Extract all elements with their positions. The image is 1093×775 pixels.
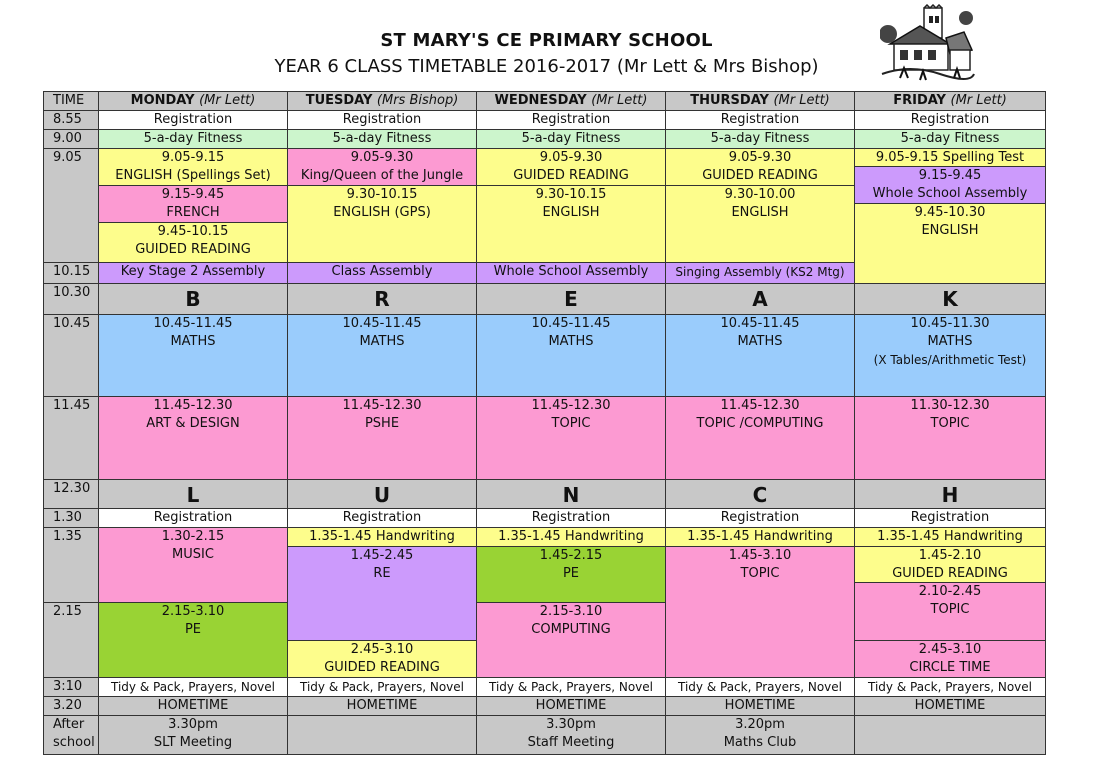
cell-line: HOMETIME [724, 698, 796, 713]
cell-line: Singing Assembly (KS2 Mtg) [675, 265, 845, 279]
lesson-cell [854, 166, 1046, 204]
cell-line: 9.05-9.15 [161, 150, 225, 165]
lesson-cell [287, 508, 477, 528]
cell-line: King/Queen of the Jungle [300, 168, 464, 183]
cell-line: SLT Meeting [153, 735, 233, 750]
cell-line: A [752, 287, 768, 311]
cell-line: 3.20pm [735, 717, 785, 732]
lesson-cell [98, 527, 288, 603]
cell-line: HOMETIME [346, 698, 418, 713]
lesson-cell [854, 479, 1046, 509]
cell-line: 1.35-1.45 Handwriting [498, 529, 644, 544]
lesson-cell [98, 677, 288, 697]
cell-line: 3.30pm [546, 717, 596, 732]
cell-line: U [373, 483, 391, 507]
lesson-cell [665, 508, 855, 528]
lesson-cell [854, 283, 1046, 315]
lesson-cell [665, 715, 855, 755]
cell-line: TOPIC /COMPUTING [696, 416, 824, 431]
time-cell [43, 677, 99, 697]
cell-line: RE [373, 566, 391, 581]
cell-line: ENGLISH (Spellings Set) [115, 168, 271, 183]
cell-line: 9.05-9.30 [539, 150, 603, 165]
cell-line: 3.20 [53, 698, 82, 713]
lesson-cell [98, 602, 288, 678]
cell-line: 3.30pm [168, 717, 218, 732]
lesson-cell [854, 129, 1046, 149]
lesson-cell [665, 696, 855, 716]
lesson-cell [854, 396, 1046, 480]
cell-line: TIME [53, 93, 85, 108]
lesson-cell [98, 148, 288, 186]
cell-line: L [186, 483, 200, 507]
cell-line: 5-a-day Fitness [521, 131, 621, 146]
cell-line: 1.45-2.45 [350, 548, 414, 563]
cell-line: 10.45-11.45 [531, 316, 611, 331]
cell-line: Registration [720, 112, 800, 127]
time-cell [43, 602, 99, 678]
lesson-cell [287, 396, 477, 480]
lesson-cell [476, 546, 666, 603]
cell-line: ENGLISH [731, 205, 789, 220]
lesson-cell [287, 314, 477, 397]
lesson-cell [98, 185, 288, 223]
cell-line: FRENCH [166, 205, 220, 220]
time-cell [43, 314, 99, 397]
day-header [287, 91, 477, 111]
cell-line: 1.35-1.45 Handwriting [309, 529, 455, 544]
cell-line: 10.45 [53, 316, 91, 331]
cell-line: ART & DESIGN [146, 416, 240, 431]
cell-line: 1.45-2.10 [918, 548, 982, 563]
cell-line: PSHE [364, 416, 400, 431]
lesson-cell [665, 110, 855, 130]
lesson-cell [98, 696, 288, 716]
lesson-cell [665, 129, 855, 149]
cell-line: WEDNESDAY (Mr Lett) [494, 93, 648, 108]
cell-line: TOPIC [551, 416, 591, 431]
cell-line: HOMETIME [535, 698, 607, 713]
cell-line: Tidy & Pack, Prayers, Novel [111, 680, 275, 694]
lesson-cell [287, 546, 477, 641]
cell-line: 11.30-12.30 [910, 398, 990, 413]
cell-line: Registration [153, 112, 233, 127]
lesson-cell [476, 602, 666, 678]
cell-line: 10.15 [53, 264, 91, 279]
cell-line: 2.15-3.10 [161, 604, 225, 619]
cell-line: Registration [910, 510, 990, 525]
cell-line: 2.15-3.10 [539, 604, 603, 619]
cell-line: school [53, 735, 95, 750]
cell-line: MUSIC [172, 547, 214, 562]
lesson-cell [287, 677, 477, 697]
lesson-cell [476, 715, 666, 755]
cell-line: GUIDED READING [324, 660, 440, 675]
time-cell [43, 148, 99, 263]
time-cell [43, 262, 99, 284]
lesson-cell [287, 148, 477, 186]
cell-line: TOPIC [930, 416, 970, 431]
lesson-cell [854, 314, 1046, 397]
school-building-logo [880, 4, 976, 88]
cell-line: 10.45-11.30 [910, 316, 990, 331]
cell-line: 9.45-10.15 [157, 224, 229, 239]
cell-line: COMPUTING [531, 622, 611, 637]
lesson-cell [476, 508, 666, 528]
cell-line: 10.45-11.45 [720, 316, 800, 331]
cell-line: PE [184, 622, 202, 637]
cell-line: HOMETIME [914, 698, 986, 713]
lesson-cell [287, 129, 477, 149]
cell-line: MATHS [548, 334, 594, 349]
cell-line: 2.45-3.10 [918, 642, 982, 657]
cell-line: 2.45-3.10 [350, 642, 414, 657]
time-cell [43, 110, 99, 130]
lesson-cell [665, 677, 855, 697]
timetable-grid [43, 91, 1045, 749]
day-header [98, 91, 288, 111]
lesson-cell [854, 715, 1046, 755]
time-cell [43, 715, 99, 755]
time-cell [43, 283, 99, 315]
cell-line: Whole School Assembly [493, 264, 649, 279]
cell-line: GUIDED READING [702, 168, 818, 183]
cell-line: Tidy & Pack, Prayers, Novel [868, 680, 1032, 694]
time-cell [43, 527, 99, 603]
time-cell [43, 396, 99, 480]
cell-line: TUESDAY (Mrs Bishop) [305, 93, 459, 108]
cell-line: 10.45-11.45 [153, 316, 233, 331]
cell-line: 8.55 [53, 112, 82, 127]
cell-line: 1.45-3.10 [728, 548, 792, 563]
lesson-cell [476, 129, 666, 149]
lesson-cell [98, 508, 288, 528]
cell-line: 9.45-10.30 [914, 205, 986, 220]
lesson-cell [476, 185, 666, 263]
cell-line: 9.05-9.30 [728, 150, 792, 165]
lesson-cell [665, 314, 855, 397]
lesson-cell [665, 546, 855, 678]
cell-line: MATHS [359, 334, 405, 349]
lesson-cell [476, 314, 666, 397]
cell-line: R [374, 287, 390, 311]
cell-line: 11.45-12.30 [153, 398, 233, 413]
cell-line: 9.05 [53, 150, 82, 165]
time-cell [43, 91, 99, 111]
cell-line: Registration [531, 510, 611, 525]
cell-line: Class Assembly [331, 264, 433, 279]
cell-line: 9.05-9.15 Spelling Test [875, 150, 1025, 165]
lesson-cell [98, 396, 288, 480]
lesson-cell [287, 479, 477, 509]
lesson-cell [665, 148, 855, 186]
cell-line: 11.45-12.30 [720, 398, 800, 413]
time-cell [43, 479, 99, 509]
cell-line: Tidy & Pack, Prayers, Novel [300, 680, 464, 694]
lesson-cell [287, 185, 477, 263]
lesson-cell [854, 203, 1046, 284]
cell-line: (X Tables/Arithmetic Test) [873, 353, 1027, 367]
cell-line: 11.45-12.30 [531, 398, 611, 413]
cell-line: 2.15 [53, 604, 82, 619]
day-header [476, 91, 666, 111]
cell-line: 9.30-10.00 [724, 187, 796, 202]
lesson-cell [665, 262, 855, 284]
lesson-cell [665, 527, 855, 547]
cell-line: C [752, 483, 768, 507]
cell-line: 2.10-2.45 [918, 584, 982, 599]
cell-line: 1.30-2.15 [161, 529, 225, 544]
lesson-cell [854, 696, 1046, 716]
cell-line: 1.35 [53, 529, 82, 544]
lesson-cell [287, 715, 477, 755]
cell-line: 1.45-2.15 [539, 548, 603, 563]
lesson-cell [98, 283, 288, 315]
lesson-cell [476, 479, 666, 509]
lesson-cell [665, 479, 855, 509]
lesson-cell [98, 222, 288, 263]
lesson-cell [287, 110, 477, 130]
cell-line: Tidy & Pack, Prayers, Novel [489, 680, 653, 694]
lesson-cell [476, 283, 666, 315]
cell-line: MATHS [927, 334, 973, 349]
cell-line: 10.45-11.45 [342, 316, 422, 331]
cell-line: MATHS [170, 334, 216, 349]
cell-line: Key Stage 2 Assembly [120, 264, 266, 279]
cell-line: Registration [153, 510, 233, 525]
lesson-cell [287, 527, 477, 547]
cell-line: 1.35-1.45 Handwriting [687, 529, 833, 544]
cell-line: CIRCLE TIME [909, 660, 991, 675]
lesson-cell [476, 527, 666, 547]
cell-line: 5-a-day Fitness [332, 131, 432, 146]
lesson-cell [476, 262, 666, 284]
cell-line: N [562, 483, 580, 507]
cell-line: TOPIC [740, 566, 780, 581]
cell-line: 5-a-day Fitness [710, 131, 810, 146]
lesson-cell [854, 582, 1046, 641]
cell-line: 11.45-12.30 [342, 398, 422, 413]
lesson-cell [287, 262, 477, 284]
cell-line: 5-a-day Fitness [143, 131, 243, 146]
cell-line: ENGLISH (GPS) [333, 205, 431, 220]
cell-line: ENGLISH [921, 223, 979, 238]
lesson-cell [98, 110, 288, 130]
cell-line: 12.30 [53, 481, 91, 496]
cell-line: After [53, 717, 85, 732]
timetable-title: YEAR 6 CLASS TIMETABLE 2016-2017 (Mr Lett & Mrs Bishop) [274, 56, 819, 77]
cell-line: 9.30-10.15 [535, 187, 607, 202]
cell-line: MATHS [737, 334, 783, 349]
lesson-cell [854, 546, 1046, 583]
cell-line: Registration [342, 112, 422, 127]
cell-line: E [564, 287, 578, 311]
cell-line: 9.00 [53, 131, 82, 146]
cell-line: FRIDAY (Mr Lett) [893, 93, 1007, 108]
day-header [665, 91, 855, 111]
lesson-cell [287, 640, 477, 678]
cell-line: Registration [342, 510, 422, 525]
lesson-cell [98, 262, 288, 284]
time-cell [43, 129, 99, 149]
cell-line: GUIDED READING [135, 242, 251, 257]
cell-line: 3:10 [53, 679, 83, 694]
lesson-cell [854, 110, 1046, 130]
cell-line: Maths Club [723, 735, 797, 750]
cell-line: Whole School Assembly [872, 186, 1028, 201]
lesson-cell [476, 110, 666, 130]
cell-line: GUIDED READING [513, 168, 629, 183]
cell-line: 9.15-9.45 [918, 168, 982, 183]
cell-line: TOPIC [930, 602, 970, 617]
cell-line: 9.15-9.45 [161, 187, 225, 202]
cell-line: 10.30 [53, 285, 91, 300]
lesson-cell [665, 185, 855, 263]
school-name: ST MARY'S CE PRIMARY SCHOOL [380, 30, 713, 51]
lesson-cell [476, 696, 666, 716]
cell-line: 1.35-1.45 Handwriting [877, 529, 1023, 544]
lesson-cell [476, 677, 666, 697]
lesson-cell [854, 677, 1046, 697]
lesson-cell [476, 148, 666, 186]
lesson-cell [98, 129, 288, 149]
cell-line: H [941, 483, 959, 507]
lesson-cell [854, 527, 1046, 547]
lesson-cell [854, 148, 1046, 167]
lesson-cell [665, 283, 855, 315]
cell-line: HOMETIME [157, 698, 229, 713]
lesson-cell [287, 696, 477, 716]
lesson-cell [98, 314, 288, 397]
cell-line: Registration [720, 510, 800, 525]
cell-line: THURSDAY (Mr Lett) [690, 93, 830, 108]
lesson-cell [854, 640, 1046, 678]
cell-line: ENGLISH [542, 205, 600, 220]
cell-line: Registration [531, 112, 611, 127]
cell-line: GUIDED READING [892, 566, 1008, 581]
day-header [854, 91, 1046, 111]
lesson-cell [98, 479, 288, 509]
cell-line: PE [562, 566, 580, 581]
cell-line: K [942, 287, 958, 311]
cell-line: 11.45 [53, 398, 91, 413]
cell-line: 9.30-10.15 [346, 187, 418, 202]
cell-line: 5-a-day Fitness [900, 131, 1000, 146]
lesson-cell [476, 396, 666, 480]
lesson-cell [98, 715, 288, 755]
cell-line: MONDAY (Mr Lett) [130, 93, 256, 108]
cell-line: 9.05-9.30 [350, 150, 414, 165]
cell-line: Registration [910, 112, 990, 127]
time-cell [43, 508, 99, 528]
cell-line: Staff Meeting [527, 735, 615, 750]
lesson-cell [665, 396, 855, 480]
cell-line: Tidy & Pack, Prayers, Novel [678, 680, 842, 694]
time-cell [43, 696, 99, 716]
cell-line: B [185, 287, 201, 311]
cell-line: 1.30 [53, 510, 82, 525]
lesson-cell [854, 508, 1046, 528]
lesson-cell [287, 283, 477, 315]
